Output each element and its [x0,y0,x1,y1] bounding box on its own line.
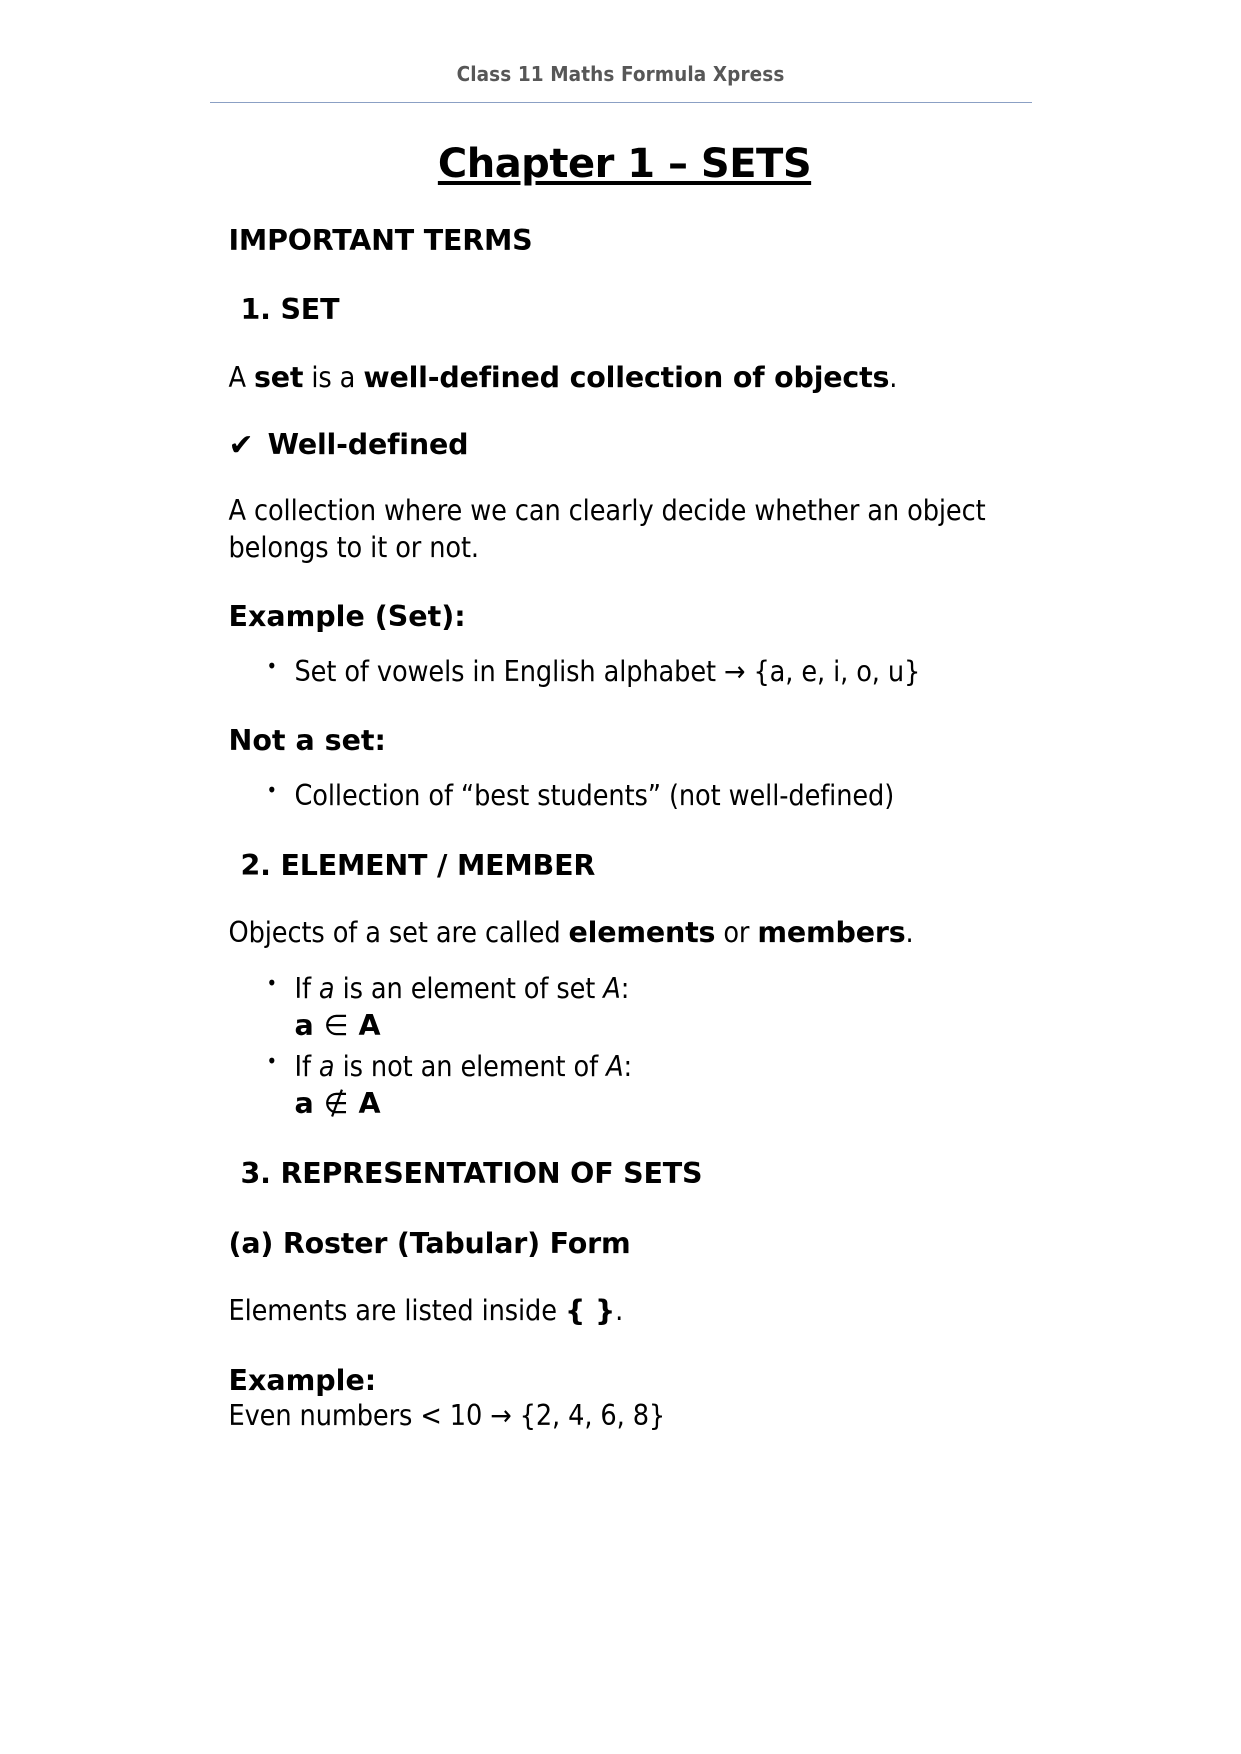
membership-variable: a [318,971,335,1005]
well-defined-label: Well-defined [267,428,469,462]
list-item: • Set of vowels in English alphabet → {a, e, i, o, u} [229,653,1021,690]
list-item [229,1048,1021,1122]
roster-description-tail: . [615,1294,624,1328]
nonmembership-variable: a [318,1049,335,1083]
heading-2-element-member: 2. ELEMENT / MEMBER [240,848,596,882]
element-intro-lead: Objects of a set are called [228,916,569,950]
example-set-list [229,653,1021,690]
set-definition-lead: A [228,360,254,394]
page-header [210,0,1032,87]
membership-notation [295,1007,1021,1044]
well-defined-heading [228,428,1021,464]
roster-description-lead: Elements are listed inside [228,1294,565,1328]
element-intro-bold-elements: elements [568,916,716,950]
membership-middle: is an element of set [334,971,604,1005]
nonmembership-prefix: If [294,1049,319,1083]
document-body [221,141,1021,1435]
heading-3-representation-of-sets: 3. REPRESENTATION OF SETS [240,1156,703,1190]
set-definition-bold-set: set [253,360,304,394]
element-intro [229,915,1021,951]
roster-description [229,1293,1021,1329]
membership-notation-left: a [294,1008,314,1042]
nonmembership-setvar: A [606,1049,624,1083]
list-item [229,970,1021,1044]
not-a-set-label: Not a set: [228,723,386,757]
heading-1-set: 1. SET [240,293,340,327]
not-a-set-list [229,777,1021,814]
heading-important-terms: IMPORTANT TERMS [228,223,533,257]
well-defined-description: A collection where we can clearly decide whether an object belongs to it or not. [228,494,986,564]
nonmembership-notation [295,1085,1021,1122]
set-definition-mid: is a [303,360,364,394]
nonmembership-middle: is not an element of [334,1049,607,1083]
example-roster-label: Example: [228,1363,377,1397]
header-divider [210,102,1032,103]
braces-symbol: { } [564,1294,616,1328]
example-roster-line: Even numbers < 10 → {2, 4, 6, 8} [228,1399,666,1433]
heading-roster-form: (a) Roster (Tabular) Form [228,1226,631,1260]
nonmembership-notation-right: A [358,1086,381,1120]
membership-prefix: If [294,971,319,1005]
check-icon: ✔ [228,428,254,464]
element-intro-tail: . [905,916,914,950]
header-title: Class 11 Maths Formula Xpress [456,62,785,86]
set-definition-bold-collection: well-defined collection of objects [363,360,890,394]
element-of-symbol: ∈ [323,1008,349,1042]
element-intro-bold-members: members [757,916,906,950]
nonmembership-notation-left: a [294,1086,314,1120]
membership-notation-right: A [358,1008,381,1042]
element-notation-list [229,970,1021,1122]
membership-suffix: : [620,971,630,1005]
not-element-of-symbol: ∉ [323,1086,349,1120]
nonmembership-suffix: : [623,1049,633,1083]
element-intro-mid: or [715,916,758,950]
example-set-label: Example (Set): [228,600,466,634]
page-title-text: Chapter 1 – SETS [437,140,812,187]
set-definition-tail: . [889,360,898,394]
page-title [229,141,1021,187]
list-item: • Collection of “best students” (not well-defined) [229,777,1021,814]
set-definition [229,360,1021,396]
membership-setvar: A [603,971,621,1005]
